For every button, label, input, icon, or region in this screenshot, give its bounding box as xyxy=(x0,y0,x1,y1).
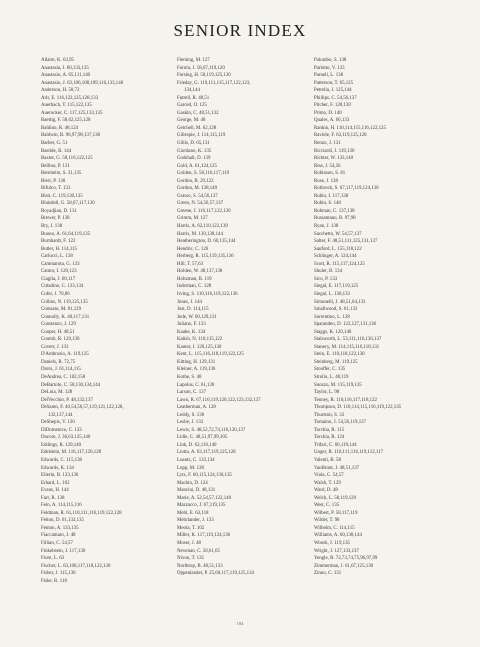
index-entry: Cammarota, G. 133 xyxy=(41,261,80,267)
index-entry: Bastide, R. 144 xyxy=(41,148,72,154)
index-entry: Quales, A. 60,133 xyxy=(314,118,350,124)
index-entry: Covert, J. 133 xyxy=(41,344,69,350)
index-entry: Hill, T. 57,63 xyxy=(177,261,204,267)
index-entry: George, M. 48 xyxy=(177,118,206,124)
index-entry: Primo, D. 140 xyxy=(314,110,342,116)
index-entry: Barber, G. 51 xyxy=(41,141,68,147)
index-entry: Bellino, P. 131 xyxy=(41,163,70,169)
index-entry: Herberg, R. 115,119,135,136 xyxy=(177,254,234,260)
index-entry: Fenton, A. 133,135 xyxy=(41,525,79,531)
index-entry: Felton, D. 61,133,135 xyxy=(41,518,84,524)
index-entry: Daniels, R. 72,75 xyxy=(41,359,76,365)
index-entry: Edelstein, M. 116,117,120,128 xyxy=(41,450,102,456)
index-entry: Renzo, J. 131 xyxy=(314,141,341,147)
index-entry: Gaskin, C. 48,51,132 xyxy=(177,110,219,116)
index-entry: Lewis, S. 48,52,72,74,116,120,137 xyxy=(177,427,246,433)
index-entry: Connolly, K. 40,117,131 xyxy=(41,314,90,320)
index-entry: Stouffer, C. 135 xyxy=(314,367,346,373)
index-entry: Finkelstein, J. 117,130 xyxy=(41,548,86,554)
index-entry: Tenney, R. 110,116,117,118,122 xyxy=(314,397,377,403)
index-entry: Torchia, R. 115 xyxy=(314,427,345,433)
index-entry: Bieri, P. 138 xyxy=(41,178,66,184)
index-entry: 132,137,144 xyxy=(48,412,73,418)
index-entry: Lytz, F. 60,115,124,130,135 xyxy=(177,473,232,479)
index-entry: Garced, O. 125 xyxy=(177,103,207,109)
index-entry: Lopp, M. 138 xyxy=(177,465,204,471)
index-entry: Viola, C. 54,57 xyxy=(314,473,344,479)
index-entry: Edwards, C. 115,138 xyxy=(41,457,82,463)
index-entry: Fiore, L. 63 xyxy=(41,556,65,562)
index-entry: Rankin, H. 110,114,115,116,122,125 xyxy=(314,125,386,131)
index-entry: Butler, H. 114,115 xyxy=(41,246,77,252)
index-entry: Baldino, R. 48,124 xyxy=(41,125,79,131)
index-entry: DelVecchio, P. 48,132,137 xyxy=(41,397,93,403)
index-entry: Rubman, C. 137,138 xyxy=(314,208,355,214)
index-entry: Rose, J. 138 xyxy=(314,178,338,184)
index-entry: Kleiner, A. 119,136 xyxy=(177,367,216,373)
index-entry: Stanecy, M. 114,115,116,118,131 xyxy=(314,344,380,350)
index-entry: Machin, D. 124 xyxy=(177,480,208,486)
index-entry: Pitcher, F. 120,130 xyxy=(314,103,351,109)
index-entry: Wilbert, P. 58,117,119 xyxy=(314,510,358,516)
index-entry: Harris, A. 62,110,122,139 xyxy=(177,224,228,230)
index-entry: Salter, F. 48,51,111,125,131,137 xyxy=(314,239,378,245)
index-entry: Blaisdell, G. 58,67,117,130 xyxy=(41,201,95,207)
index-entry: Schlinger, A. 124,144 xyxy=(314,254,357,260)
index-entry: Farr, R. 138 xyxy=(41,495,65,501)
index-entry: Green, N. 54,56,57,137 xyxy=(177,201,224,207)
index-entry: Wright, J. 127,133,137 xyxy=(314,548,359,554)
index-entry: Fisher, J. 115,136 xyxy=(41,571,76,577)
index-entry: Anastasio, J. 63,106,108,109,116,133,140 xyxy=(41,80,124,86)
index-entry: Shuler, B. 134 xyxy=(314,269,343,275)
index-entry: Kothe, S. 48 xyxy=(177,374,202,380)
index-entry: Eddings, R. 129,140 xyxy=(41,442,82,448)
index-entry: Ryan, J. 138 xyxy=(314,224,339,230)
index-entry: Anastasia, J. 60,133,135 xyxy=(41,65,89,71)
index-entry: Fein, A. 114,115,116 xyxy=(41,503,82,509)
index-entry: Zinno, C. 131 xyxy=(314,571,342,577)
index-entry: Leatherman, A. 128 xyxy=(177,405,216,411)
index-entry: Richter, W. 133,140 xyxy=(314,156,354,162)
index-entry: Fiaccamaro, J. 48 xyxy=(41,533,76,539)
index-entry: Link, D. 62,116,140 xyxy=(177,442,217,448)
index-entry: Buono, A. 61,64,119,135 xyxy=(41,231,91,237)
index-entry: Ellerin, B. 133,136 xyxy=(41,473,79,479)
index-entry: Leslie, J. 133 xyxy=(177,420,204,426)
index-entry: Burnhardt, F. 122 xyxy=(41,239,76,245)
index-entry: Cantor, I. 120,123 xyxy=(41,269,77,275)
index-entry: Baettig, F. 58,62,125,128 xyxy=(41,118,91,124)
index-entry: Unger, R. 110,111,116,119,112,117 xyxy=(314,450,384,456)
index-entry: Thompson, D. 110,114,115,116,119,122,135 xyxy=(314,405,402,411)
index-entry: Kaabe, K. 134 xyxy=(177,329,206,335)
index-entry: Lidle, C. 48,51,97,99,105 xyxy=(177,435,228,441)
index-entry: Davis, J. 61,114,115 xyxy=(41,367,81,373)
index-entry: Meola, T. 102 xyxy=(177,525,205,531)
index-entry: Comsato, M. 81,129 xyxy=(41,307,82,313)
index-entry: Sico, P. 133 xyxy=(314,276,338,282)
page-number: 184 xyxy=(236,621,244,626)
index-entry: Boyadjian, D. 131 xyxy=(41,208,77,214)
index-entry: Bisti, C. 119,130,135 xyxy=(41,193,83,199)
index-entry: Russamano, R. 97,98 xyxy=(314,216,356,222)
index-entry: Fischer, L. 63,108,117,118,122,130 xyxy=(41,563,111,569)
index-entry: Tomaino, J. 54,56,119,137 xyxy=(314,420,367,426)
index-entry: Bernheim, S. 31,135 xyxy=(41,171,82,177)
index-entry: Fleming, M. 127 xyxy=(177,58,210,63)
index-entry: Staggs, K. 120,140 xyxy=(314,329,352,335)
index-entry: DiDomenico, C. 133 xyxy=(41,427,82,433)
index-entry: Liotta, A. 63,117,119,125,128 xyxy=(177,450,236,456)
index-entry: Baxter, G. 58,116,122,125 xyxy=(41,156,93,162)
index-entry: Larson, C. 137 xyxy=(177,390,207,396)
index-entry: Strollo, L. 48,119 xyxy=(314,374,349,380)
index-entry: Mancini, D. 48,131 xyxy=(177,488,216,494)
index-entry: Yengle, R. 72,73,74,75,96,97,99 xyxy=(314,556,378,562)
index-entry: Trifari, C. 60,119,144 xyxy=(314,442,357,448)
index-entry: Collins, N. 119,125,135 xyxy=(41,299,88,305)
index-entry: Williams, A. 60,138,144 xyxy=(314,533,362,539)
index-entry: Jost, D. 114,115 xyxy=(177,307,209,313)
index-entry: Evans, H. 144 xyxy=(41,488,69,494)
index-entry: Oppenlander, P. 25,60,117,119,125,134 xyxy=(177,571,255,577)
index-entry: Wilder, T. 98 xyxy=(314,518,340,524)
index-entry: Jones, J. 144 xyxy=(177,299,202,305)
index-entry: Stalsworth, L. 53,111,116,136,137 xyxy=(314,337,382,343)
index-entry: Patterson, T. 65,125 xyxy=(314,80,354,86)
index-entry: Miller, K. 117,119,124,130 xyxy=(177,533,231,539)
index-entry: Rubin, S. 140 xyxy=(314,201,341,207)
index-entry: Ciaglia, J. 60,117 xyxy=(41,276,76,282)
index-entry: Moser, J. 48 xyxy=(177,541,201,546)
index-entry: Loantz, C. 133,134 xyxy=(177,457,215,463)
index-entry: Fornin, J. 58,67,119,120 xyxy=(177,65,225,71)
index-entry: Godshall, D. 139 xyxy=(177,156,211,162)
index-entry: Thurston, S. 33 xyxy=(314,412,345,418)
index-entry: Mehrlander, J. 133 xyxy=(177,518,214,524)
index-entry: VanBrunt, J. 48,51,137 xyxy=(314,465,360,471)
index-entry: Woods, J. 119,135 xyxy=(314,541,350,546)
index-entry: Auerocker, C. 117,125,133,135 xyxy=(41,110,103,116)
index-entry: Sacchetto, W. 54,57,137 xyxy=(314,231,362,237)
index-entry: Mazzacco, J. 67,119,135 xyxy=(177,503,226,509)
index-entry: Cittadino, C. 133,134 xyxy=(41,284,84,290)
index-column-1 xyxy=(41,57,171,585)
index-entry: D'Ambrosio, A. 119,125 xyxy=(41,352,89,358)
index-entry: Erhard, L. 102 xyxy=(41,480,70,486)
index-entry: DeBartolo, C. 58,130,134,144 xyxy=(41,382,101,388)
index-entry: Zimmerman, J. 61,67,125,130 xyxy=(314,563,374,569)
index-entry: Phillips, C. 54,56,137 xyxy=(314,95,357,101)
index-entry: Frieday, G. 110,111,115,117,122,123, xyxy=(177,80,251,86)
index-entry: Parlotto, V. 133 xyxy=(314,65,345,71)
index-entry: Simonelli, J. 48,51,64,133 xyxy=(314,299,366,305)
index-entry: Irving, S. 110,116,119,122,136 xyxy=(177,291,238,297)
index-entry: Sparandeo, D. 122,127,131,136 xyxy=(314,322,377,328)
index-entry: Futrell, R. 48,51 xyxy=(177,95,210,101)
index-entry: Allaire, K. 63,95 xyxy=(41,58,75,63)
index-entry: Sorrentino, L. 128 xyxy=(314,314,350,320)
index-entry: West, C. 135 xyxy=(314,503,340,509)
index-entry: Rise, J. 54,56 xyxy=(314,163,341,169)
index-entry: Ducore, J. 36,63,125,140 xyxy=(41,435,91,441)
index-entry: Grasso, S. 54,56,137 xyxy=(177,193,218,199)
index-entry: DeLoia, M. 128 xyxy=(41,390,73,396)
index-entry: Heatherington, D. 60,135,144 xyxy=(177,239,236,245)
index-entry: Petrella, J. 125,144 xyxy=(314,88,352,94)
index-entry: Anastasio, A. 65,111,140 xyxy=(41,73,91,79)
index-entry: DeShepis, V. 130 xyxy=(41,420,75,426)
index-entry: Sanford, L. 155,118,122 xyxy=(314,246,362,252)
index-entry: Inderman, C. 128 xyxy=(177,284,212,290)
index-entry: 134,144 xyxy=(184,88,200,94)
index-entry: Gold, A. 61,124,125 xyxy=(177,163,217,169)
index-entry: Taylor, L. 98 xyxy=(314,390,340,396)
index-entry: Gillespie, J. 114,115,119 xyxy=(177,133,226,139)
index-entry: Stein, E. 110,118,122,130 xyxy=(314,352,365,358)
index-entry: Gillis, D. 65,131 xyxy=(177,141,210,147)
index-entry: Fiske, R. 118 xyxy=(41,578,67,584)
index-entry: Getchell, M. 62,128 xyxy=(177,125,217,131)
index-entry: Robinson, S. 81 xyxy=(314,171,346,177)
index-entry: Cooper, H. 48,51 xyxy=(41,329,75,335)
index-entry: Edwards, K. 134 xyxy=(41,465,74,471)
index-entry: Jude, W. 60,129,131 xyxy=(177,314,217,320)
index-entry: Ward, D. 48 xyxy=(314,488,338,494)
index-entry: Cofer, J. 70,86 xyxy=(41,291,70,297)
index-entry: Fillian, C. 54,57 xyxy=(41,541,73,546)
index-entry: Harris, M. 130,138,144 xyxy=(177,231,223,237)
index-entry: Suozzo, M. 115,119,135 xyxy=(314,382,362,388)
index-entry: Walsh, T. 129 xyxy=(314,480,341,486)
index-entry: Parnell, L. 138 xyxy=(314,73,344,79)
index-entry: Gordon, B. 29,122 xyxy=(177,178,214,184)
index-entry: Forsing, H. 58,119,125,130 xyxy=(177,73,231,79)
index-entry: DeSanto, F. 40,54,56,57,119,121,122,128, xyxy=(41,405,124,411)
index-entry: Coumb, R. 120,130 xyxy=(41,337,80,343)
index-column-2 xyxy=(177,57,307,578)
index-entry: Holtzman, R. 119 xyxy=(177,276,212,282)
index-entry: Bry, J. 138 xyxy=(41,224,63,230)
index-entry: Brewer, P. 138 xyxy=(41,216,70,222)
index-entry: Greene, J. 116,117,122,130 xyxy=(177,208,231,214)
index-entry: Scott, R. 115,117,124,125 xyxy=(314,261,365,267)
index-entry: Auerbach, T. 115,122,135 xyxy=(41,103,92,109)
index-entry: Steinberg, M. 119,125 xyxy=(314,359,358,365)
index-columns xyxy=(41,57,461,617)
index-entry: Wilhelm, C. 114,115 xyxy=(314,525,355,531)
index-entry: Rubin, I. 117,138 xyxy=(314,193,349,199)
index-entry: Ricciardi, J. 119,130 xyxy=(314,148,355,154)
index-entry: Siegal, L. 130,133 xyxy=(314,291,350,297)
index-entry: Kantor, I. 120,125,130 xyxy=(177,344,222,350)
index-entry: Holden, W. 48,137,138 xyxy=(177,269,223,275)
index-entry: Welch, L. 58,119,120 xyxy=(314,495,357,501)
index-entry: Feldman, R. 61,110,111,116,119,122,128 xyxy=(41,510,122,516)
index-entry: Leddy, S. 138 xyxy=(177,412,205,418)
index-entry: Grimm, M. 127 xyxy=(177,216,208,222)
index-entry: Kalish, N. 110,115,122 xyxy=(177,337,223,343)
index-entry: Constanzo, J. 129 xyxy=(41,322,76,328)
index-entry: Carlucci, L. 138 xyxy=(41,254,73,260)
index-entry: DeAndrea, C. 102,158 xyxy=(41,374,86,380)
index-entry: Valenti, B. 58 xyxy=(314,457,341,463)
index-entry: Kent, L. 115,116,118,119,122,125 xyxy=(177,352,244,358)
index-entry: Arlt, E. 116,122,125,128,133 xyxy=(41,95,99,101)
index-entry: Smallwood, S. 61,133 xyxy=(314,307,358,313)
page-title: SENIOR INDEX xyxy=(173,21,307,40)
index-entry: Gordon, M. 138,140 xyxy=(177,186,218,192)
index-entry: Torchia, R. 124 xyxy=(314,435,345,441)
index-entry: Nixon, T. 135 xyxy=(177,556,204,562)
index-entry: Marie, A. 52,54,57,122,140 xyxy=(177,495,232,501)
index-entry: Golden, S. 58,116,117,119 xyxy=(177,171,230,177)
index-entry: Rothrock, S. 67,117,119,124,130 xyxy=(314,186,379,192)
index-entry: Siegal, E. 117,119,125 xyxy=(314,284,359,290)
index-entry: Lapolus, C. 61,130 xyxy=(177,382,215,388)
index-entry: Newman, C. 58,61,65 xyxy=(177,548,220,554)
index-entry: Mehl, E. 63,118 xyxy=(177,510,209,516)
index-column-3 xyxy=(314,57,444,578)
index-entry: Giordano, K. 135 xyxy=(177,148,212,154)
index-entry: Northrop, B. 48,51,133 xyxy=(177,563,223,569)
index-entry: Kitting, H. 129,131 xyxy=(177,359,216,365)
index-entry: Bifulco, T. 133 xyxy=(41,186,71,192)
index-entry: Baldwin, R. 96,97,98,137,138 xyxy=(41,133,100,139)
index-entry: Anderson, H. 58,72 xyxy=(41,88,80,94)
index-entry: Raviele, F. 63,119,125,128 xyxy=(314,133,367,139)
index-entry: Lawn, R. 67,110,119,120,122,123,132,137 xyxy=(177,397,261,403)
index-entry: Hendric, C. 126 xyxy=(177,246,209,252)
index-entry: Juliano, F. 133 xyxy=(177,322,206,328)
index-entry: Palumbo, S. 138 xyxy=(314,58,347,63)
